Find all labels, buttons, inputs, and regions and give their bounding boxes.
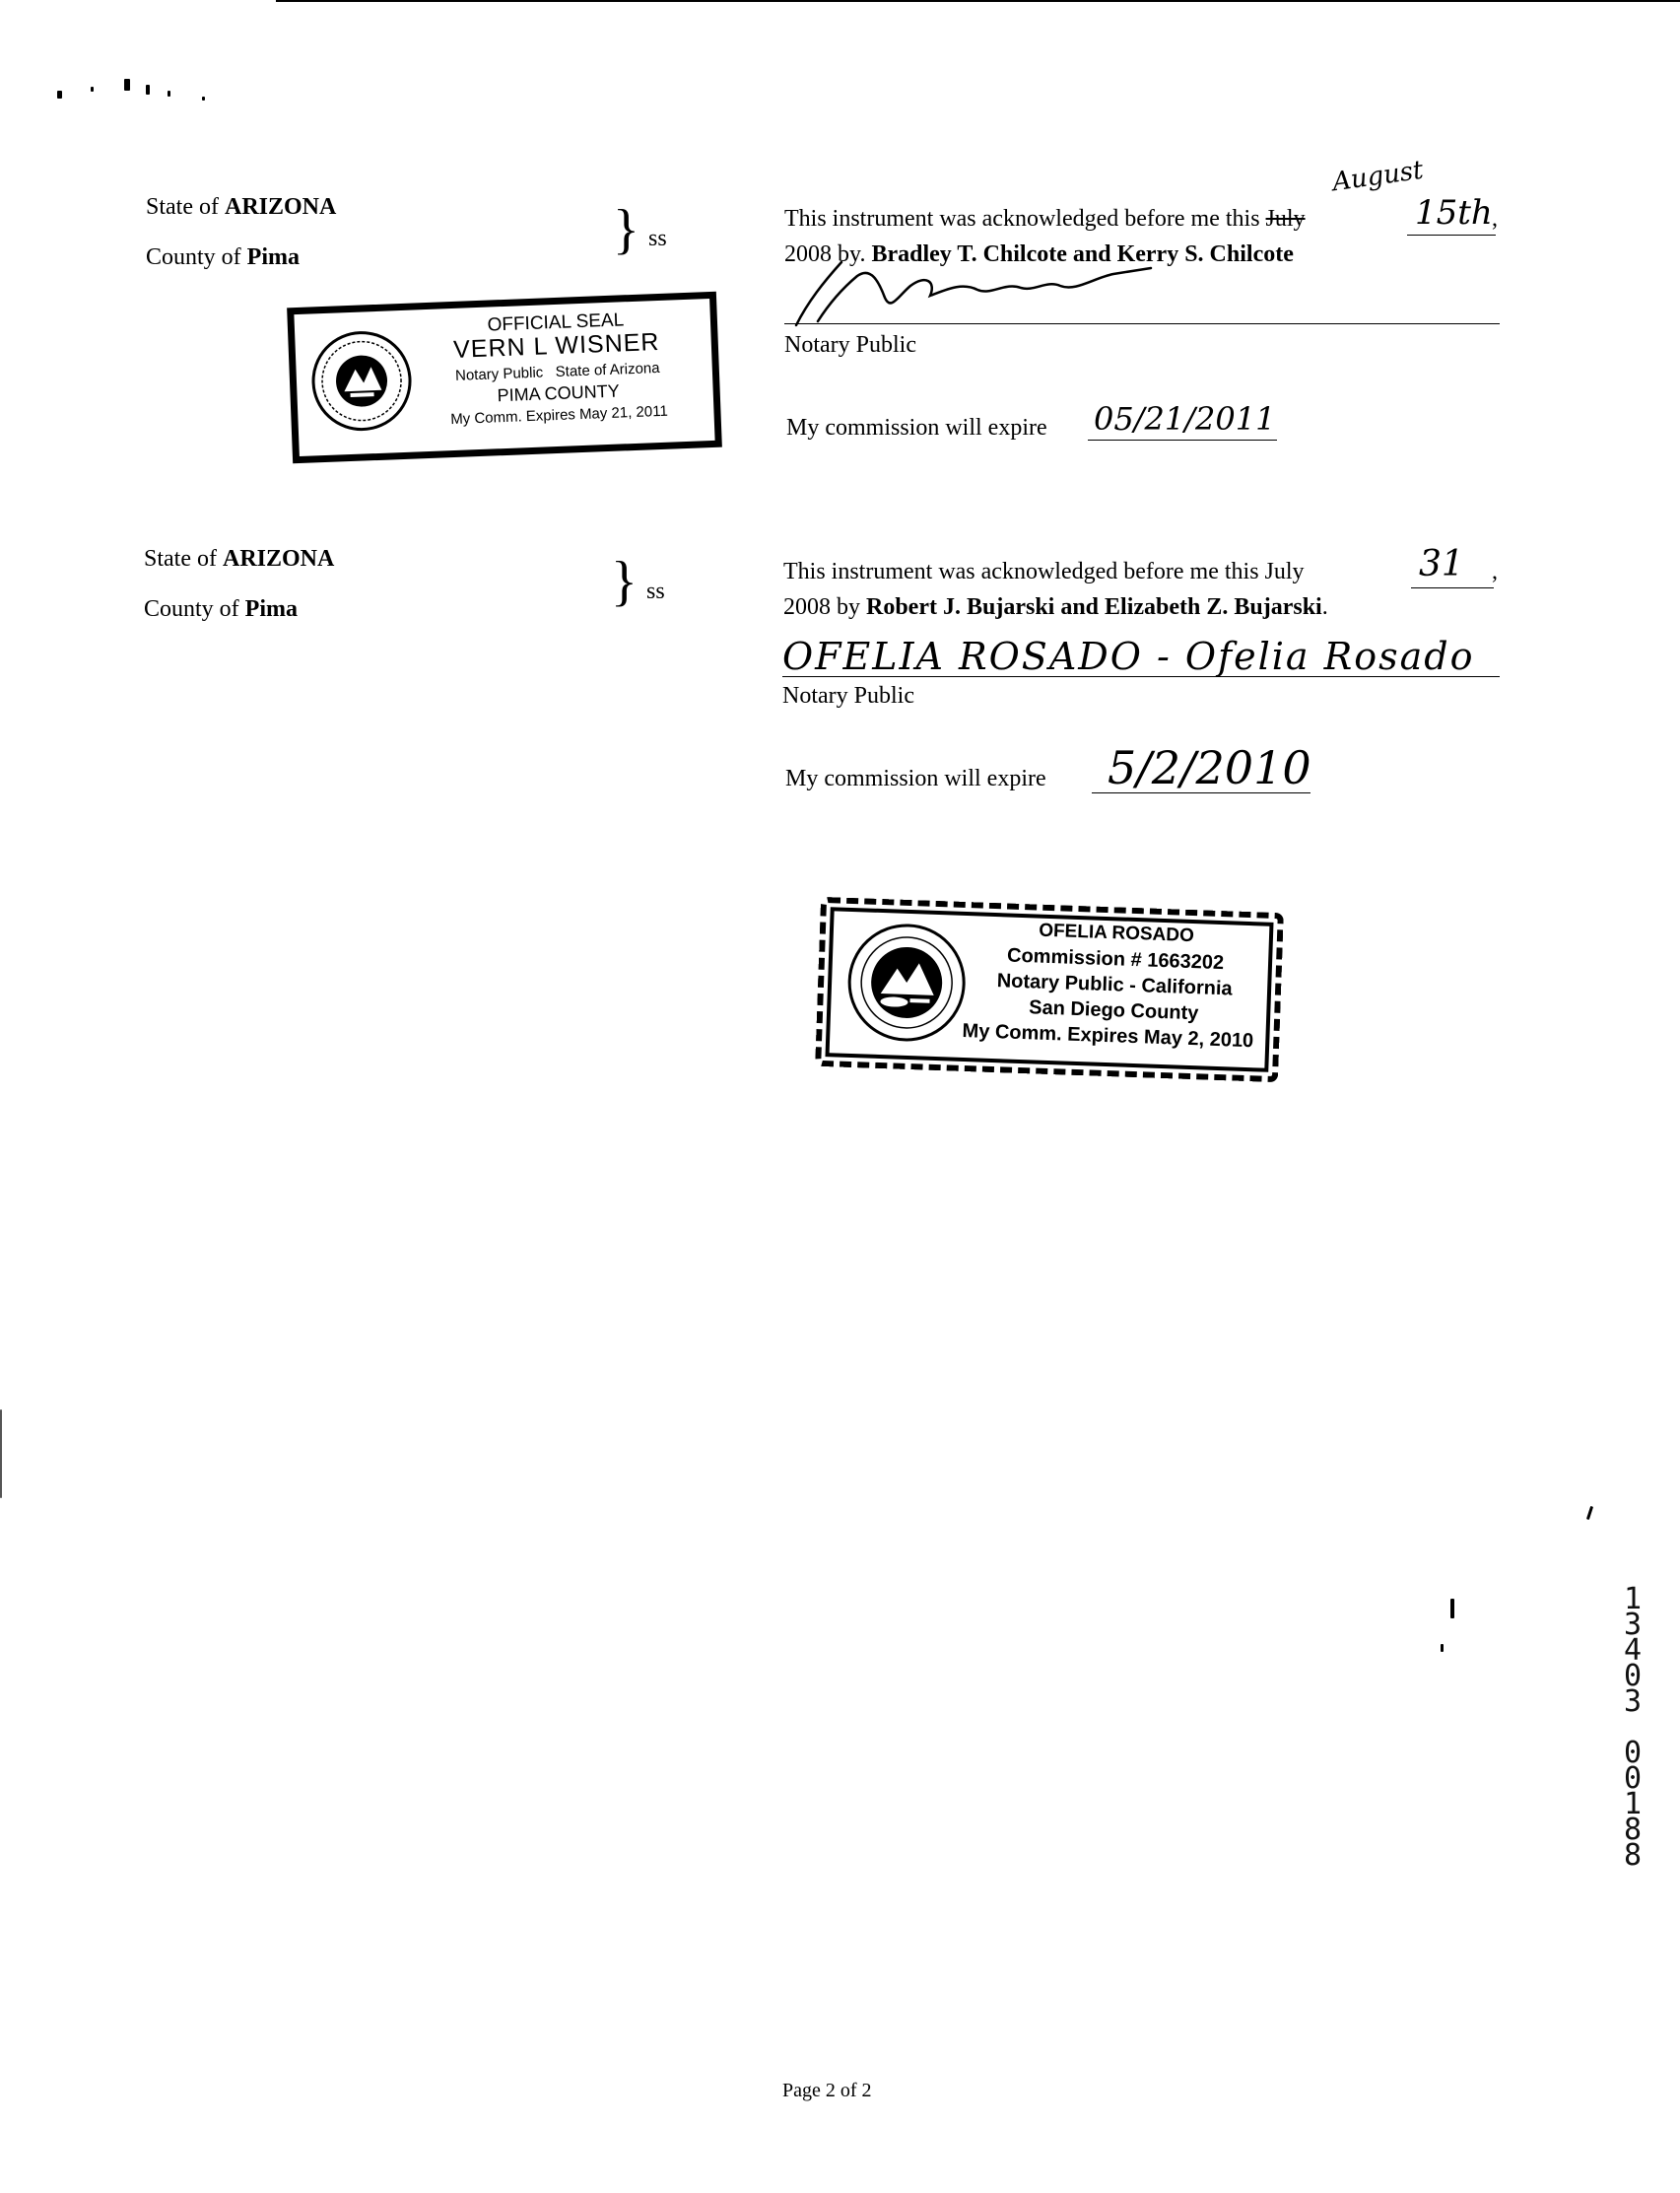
document-number: 1 3 4 0 3 0 0 1 8 8	[1623, 1582, 1643, 1873]
official-seal-stamp	[287, 292, 722, 464]
state-line-2	[144, 545, 334, 573]
struck-month: July	[1265, 206, 1306, 232]
county-line	[146, 243, 300, 271]
ack-text: This instrument was acknowledged before me this	[784, 206, 1260, 232]
seal2-county: San Diego County	[1028, 996, 1199, 1025]
ack-line-1b	[783, 558, 1305, 585]
seal-notary-public: Notary Public	[454, 364, 544, 384]
ack-names: Bradley T. Chilcote and Kerry S. Chilcote	[871, 241, 1294, 267]
notary-signature	[788, 252, 1163, 331]
scan-speck	[146, 85, 150, 95]
ack-year: 2008 by.	[784, 241, 866, 267]
brace: }	[613, 199, 639, 260]
seal2-notary: Notary Public - California	[996, 970, 1233, 1000]
seal2-expiry: My Comm. Expires May 2, 2010	[962, 1019, 1254, 1053]
handwritten-month: August	[1330, 155, 1426, 198]
seal2-commission: Commission # 1663202	[1006, 944, 1225, 975]
expire-label-2: My commission will expire	[785, 766, 1046, 791]
scan-speck	[202, 97, 205, 101]
expire-underline	[1088, 440, 1277, 441]
notary-signature-line-2	[782, 676, 1500, 677]
scan-speck	[57, 91, 62, 99]
notary-signature-2: OFELIA ROSADO - Ofelia Rosado	[782, 635, 1475, 678]
day-underline-2	[1411, 587, 1494, 588]
notary-public-label: Notary Public	[784, 332, 916, 358]
day-underline	[1407, 235, 1496, 236]
seal-title: OFFICIAL SEAL	[487, 309, 625, 336]
scan-speck	[0, 1409, 2, 1498]
ss-label: ss	[648, 226, 667, 251]
notary-signature-line	[784, 323, 1500, 324]
county-name-2: Pima	[244, 596, 298, 622]
expire-label: My commission will expire	[786, 415, 1047, 441]
comma: ,	[1492, 206, 1498, 232]
ack-names-2: Robert J. Bujarski and Elizabeth Z. Bujarski	[866, 594, 1322, 620]
ack-text-2: This instrument was acknowledged before me this July	[783, 559, 1305, 584]
handwritten-day-2: 31	[1419, 544, 1464, 584]
county-label-2: County of	[144, 596, 239, 622]
scan-speck	[1450, 1599, 1454, 1618]
seal-state: State of Arizona	[555, 359, 660, 381]
state-label: State of	[146, 194, 219, 220]
scan-speck	[124, 79, 130, 91]
ack-line-1	[784, 205, 1306, 233]
county-line-2	[144, 595, 298, 623]
expire-date-2: 5/2/2010	[1108, 741, 1311, 794]
ss-label-2: ss	[646, 579, 665, 604]
notary-seal-stamp	[815, 897, 1284, 1082]
comma-2: ,	[1492, 559, 1498, 584]
scan-speck	[1586, 1506, 1593, 1520]
page-number: Page 2 of 2	[782, 2080, 872, 2101]
ack-year-2: 2008 by	[783, 594, 860, 620]
scan-speck	[1441, 1644, 1444, 1652]
state-line	[146, 193, 336, 221]
top-edge-line	[276, 0, 1680, 2]
county-name: Pima	[246, 244, 300, 270]
expire-date: 05/21/2011	[1094, 400, 1276, 438]
scan-speck	[168, 91, 170, 97]
ack-line-2b: 2008 by Robert J. Bujarski and Elizabeth Z. Bujarski.	[783, 594, 1328, 620]
seal-expiry: My Comm. Expires May 21, 2011	[449, 402, 669, 429]
state-label-2: State of	[144, 546, 217, 572]
brace-2: }	[611, 551, 638, 612]
expire-underline-2	[1092, 792, 1310, 793]
county-label: County of	[146, 244, 241, 270]
seal-notary-name: VERN L WISNER	[452, 327, 660, 364]
scan-speck	[91, 87, 94, 92]
notary-public-label-2: Notary Public	[782, 683, 914, 709]
handwritten-day: 15th	[1415, 193, 1493, 233]
arizona-state-seal-icon	[308, 328, 415, 435]
seal-county: PIMA COUNTY	[497, 380, 620, 406]
state-name: ARIZONA	[224, 194, 337, 220]
seal2-name: OFELIA ROSADO	[1038, 920, 1195, 947]
state-name-2: ARIZONA	[222, 546, 335, 572]
